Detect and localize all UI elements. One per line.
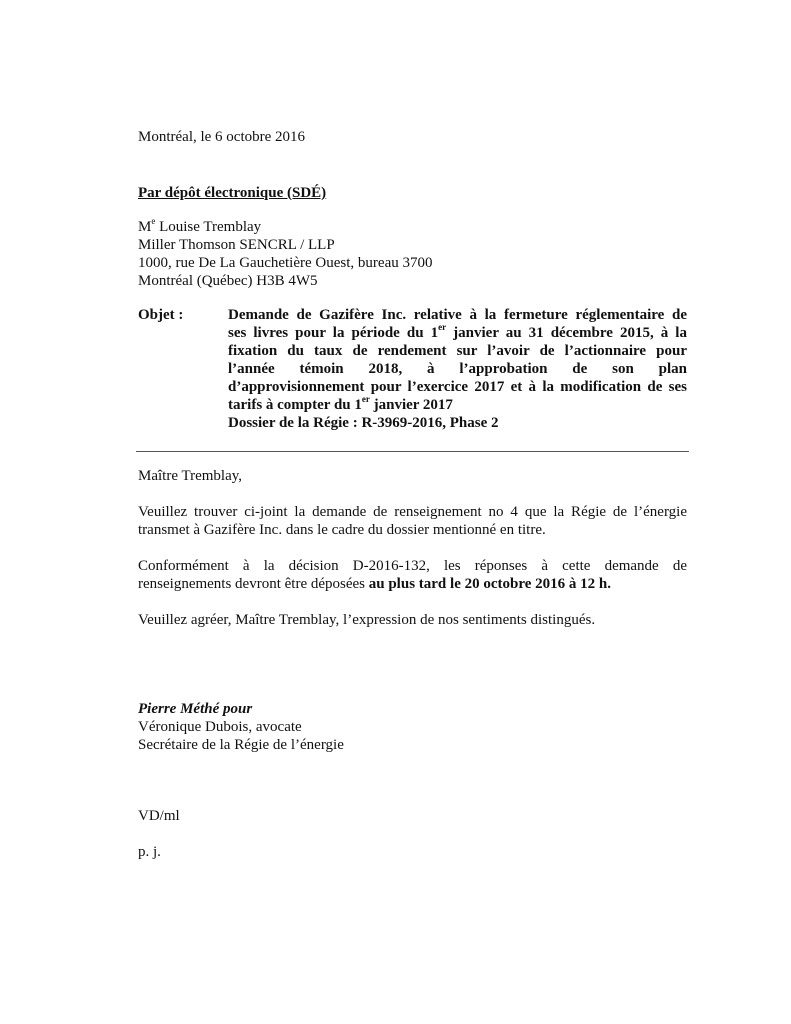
recipient-firm: Miller Thomson SENCRL / LLP (138, 237, 335, 253)
reference-initials: VD/ml (138, 808, 180, 824)
recipient-title-prefix: M (138, 219, 152, 235)
recipient-address (138, 218, 432, 290)
body-line: Veuillez trouver ci-joint la demande de renseignement no 4 que la Régie de l’énergie (138, 504, 687, 520)
date-line: Montréal, le 6 octobre 2016 (138, 129, 306, 145)
subject-line: l’année témoin 2018, à l’approbation de son plan (228, 361, 687, 377)
recipient-city: Montréal (Québec) H3B 4W5 (138, 273, 318, 289)
recipient-name-line (138, 218, 432, 236)
recipient-name: Louise Tremblay (155, 219, 262, 235)
body-paragraph-1 (138, 503, 687, 539)
body-line: renseignements devront être déposées au plus tard le 20 octobre 2016 à 12 h. (138, 576, 611, 592)
recipient-title-sup: e (151, 216, 156, 226)
body-line: Conformément à la décision D-2016-132, les réponses à cette demande de (138, 558, 687, 574)
deadline-text: au plus tard le 20 octobre 2016 à 12 h. (368, 576, 611, 592)
recipient-street: 1000, rue De La Gauchetière Ouest, bureau 3700 (138, 255, 433, 271)
subject-line: ses livres pour la période du 1er janvier au 31 décembre 2015, à la (228, 322, 687, 341)
subject-line: Demande de Gazifère Inc. relative à la fermeture réglementaire de (228, 307, 687, 323)
enclosure-note: p. j. (138, 844, 161, 860)
closing-paragraph: Veuillez agréer, Maître Tremblay, l’expression de nos sentiments distingués. (138, 612, 596, 628)
horizontal-divider (136, 451, 689, 452)
salutation: Maître Tremblay, (138, 468, 243, 484)
signature-block (138, 700, 344, 754)
subject-label: Objet : (138, 307, 184, 323)
subject-line: fixation du taux de rendement sur l’avoir de l’actionnaire pour (228, 343, 687, 359)
subject-text (228, 306, 687, 432)
signatory-name: Véronique Dubois, avocate (138, 719, 302, 735)
signatory-role: Secrétaire de la Régie de l’énergie (138, 737, 344, 753)
body-paragraph-2 (138, 557, 687, 593)
deposit-method: Par dépôt électronique (SDÉ) (138, 185, 327, 201)
signed-by: Pierre Méthé pour (138, 701, 253, 717)
body-line: transmet à Gazifère Inc. dans le cadre du dossier mentionné en titre. (138, 522, 546, 538)
subject-line: tarifs à compter du 1er janvier 2017 (228, 394, 453, 413)
subject-file-reference: Dossier de la Régie : R-3969-2016, Phase 2 (228, 415, 499, 431)
subject-line: d’approvisionnement pour l’exercice 2017 et à la modification de ses (228, 379, 687, 395)
